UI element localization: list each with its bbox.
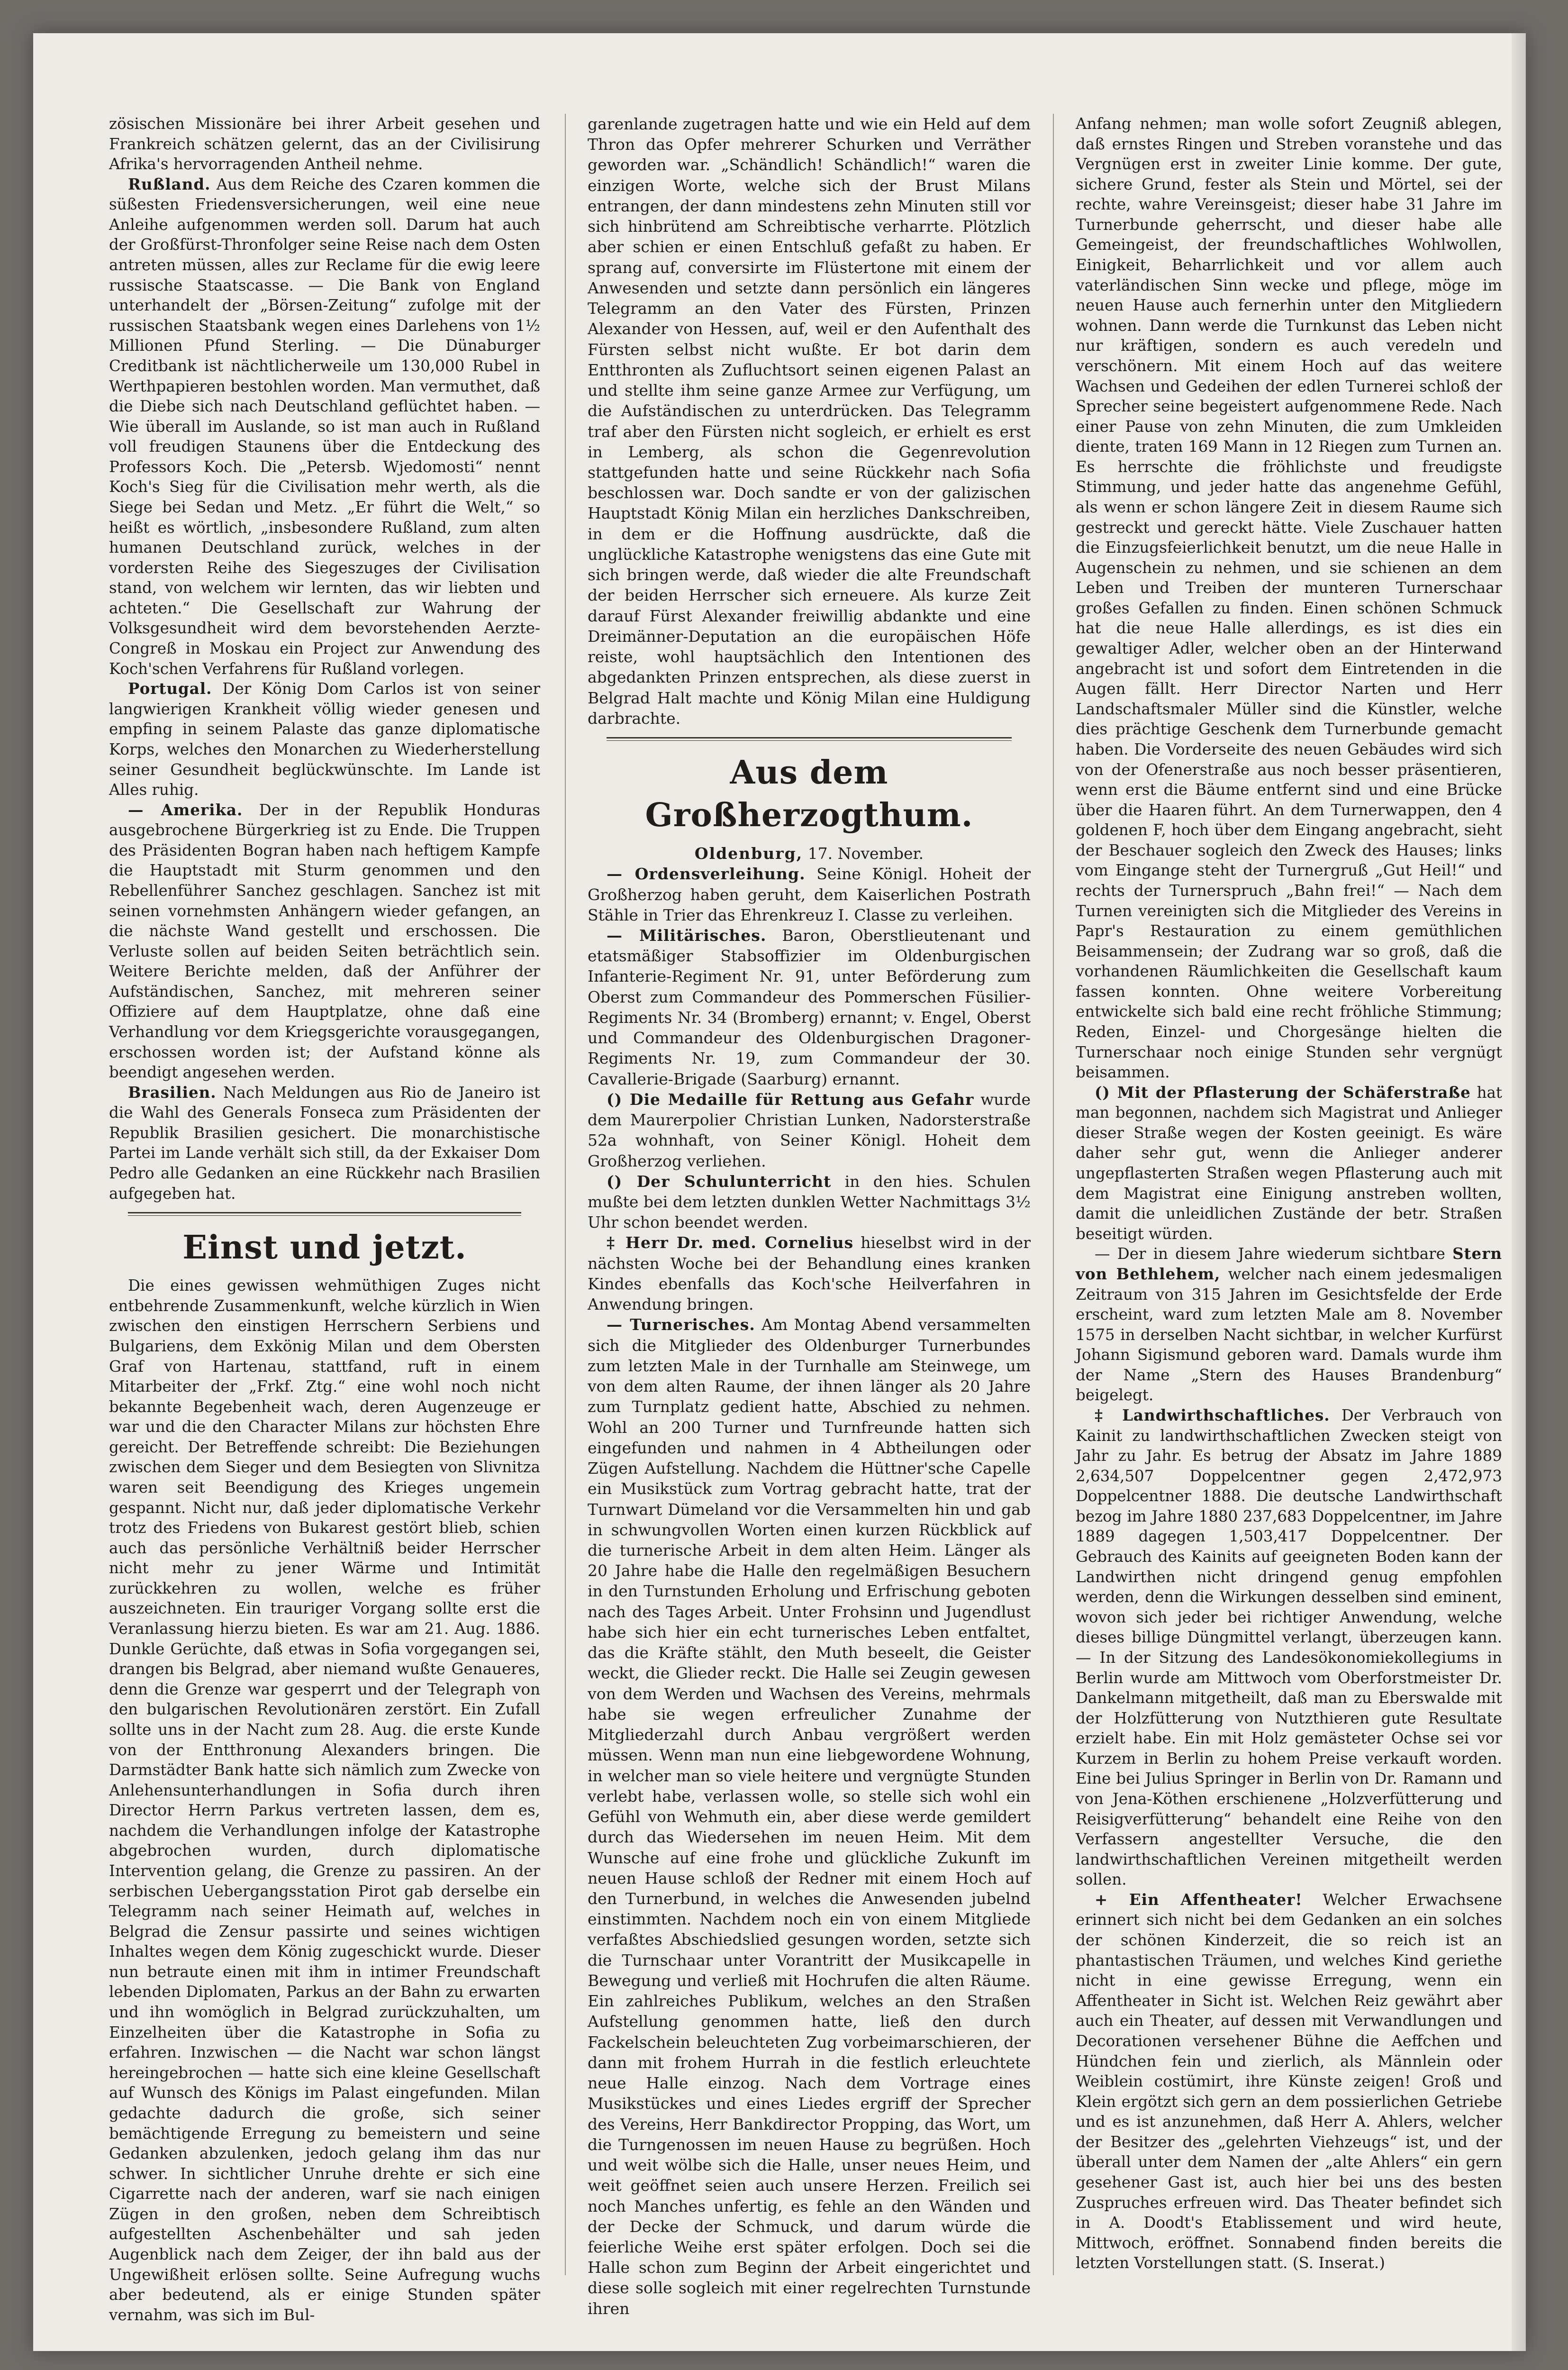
section-heading: Aus dem Großherzogthum. [645, 754, 973, 835]
news-item [1076, 1890, 1502, 2273]
item-text: Der Verbrauch von Kainit zu landwirthschaftlichen Zwecken steigt von Jahr zu Jahr. Es betrug der Absatz im Jahre 1889 2,634,507 Doppelcentner gegen 2,472,973 Doppelcentner 1888. Die deutsche Landwirthschaft bezog im Jahre 1880 237,683 Doppelcentner, im Jahre 1889 dagegen 1,503,417 Doppelcentner. Der Gebrauch des Kainits auf geeigneten Boden kann der Landwirthen nicht dringend genug empfohlen werden, denn die Wirkungen desselben sind eminent, wovon sich jeder bei richtiger Anwendung, welche dieses billige Düngmittel verlangt, überzeugen kann. — In der Sitzung des Landesökonomiekollegiums in Berlin wurde am Mittwoch vom Oberforstmeister Dr. Dankelmann mitgetheilt, daß man zu Eberswalde mit der Holzfütterung von Nutzthieren gute Resultate erzielt habe. Ein mit Holz gemästeter Ochse sei vor Kurzem in Berlin zu hohem Preise verkauft worden. Eine bei Julius Springer in Berlin von Dr. Ramann und von Jena-Köthen erschienene „Holzverfütterung und Reisigverfütterung“ behandelt eine Reihe von den Verfassern angestellter Versuche, die den landwirthschaftlichen Vereinen mitgetheilt werden sollen. [1076, 1406, 1502, 1889]
column-2 [588, 114, 1031, 2319]
item-keyword: Stern von Bethlehem, [1076, 1244, 1502, 1283]
item-text: in den hies. Schulen mußte bei dem letzten dunklen Wetter Nachmittags 3½ Uhr schon beendet werden. [588, 1172, 1031, 1232]
item-keyword: ‡ Landwirthschaftliches. [1095, 1406, 1330, 1424]
item-text: Nach Meldungen aus Rio de Janeiro ist die Wahl des Generals Fonseca zum Präsidenten der Republik Brasilien gesichert. Die monarchistische Partei im Lande verhält sich still, da der Exkaiser Dom Pedro alle Gedanken an eine Rückkehr nach Brasilien aufgegeben hat. [109, 1083, 540, 1203]
item-text: hat man begonnen, nachdem sich Magistrat und Anlieger dieser Straße wegen der Kosten geeinigt. Es wäre daher sehr gut, wenn die Anlieger anderer ungepflasterten Straßen wegen Pflasterung auch mit dem Magistrat eine Einigung anstreben wollten, damit die unleidlichen Zustände der betr. Straßen beseitigt würden. [1076, 1083, 1502, 1243]
item-text: Baron, Oberstlieutenant und etatsmäßiger Stabsoffizier im Oldenburgischen Infanterie-Regiment Nr. 91, unter Beförderung zum Oberst zum Commandeur des Pommerschen Füsilier-Regiments Nr. 34 (Bromberg) ernannt; v. Engel, Oberst und Commandeur des Oldenburgischen Dragoner-Regiments Nr. 19, zum Commandeur der 30. Cavallerie-Brigade (Saarburg) ernannt. [588, 926, 1031, 1088]
item-text: wurde dem Maurerpolier Christian Lunken, Nadorsterstraße 52a wohnhaft, von Seiner Königl. Hoheit dem Großherzog verliehen. [588, 1090, 1031, 1170]
news-item-brazil [109, 1083, 540, 1203]
item-text: hieselbst wird in der nächsten Woche bei der Behandlung eines kranken Kindes ebenfalls das Koch'sche Heilverfahren in Anwendung bringen. [588, 1233, 1031, 1314]
news-item [588, 1232, 1031, 1314]
news-item [1076, 1405, 1502, 1890]
item-text: welcher nach einem jedesmaligen Zeitraum von 315 Jahren im Gesichtsfelde der Erde erscheint, ward zum letzten Male am 8. November 1575 in derselben Nacht sichtbar, in welcher Kurfürst Johann Sigismund geboren ward. Damals wurde ihm der Name „Stern des Hauses Brandenburg“ beigelegt. [1076, 1265, 1502, 1404]
news-item-america [109, 800, 540, 1083]
news-item [588, 1089, 1031, 1171]
page-edge [1512, 33, 1526, 2351]
item-text: Der in der Republik Honduras ausgebrochene Bürgerkrieg ist zu Ende. Die Truppen des Präsidenten Bogran haben nach heftigem Kampfe die Hauptstadt mit Sturm genommen und den Rebellenführer Sanchez geschlagen. Sanchez ist mit seinen vornehmsten Anhängern wieder gefangen, an die nächste Wand gestellt und erschossen. Die Verluste sollen auf beiden Seiten beträchtlich sein. Weitere Berichte melden, daß der Anführer der Aufständischen, Sanchez, mit mehreren seiner Offiziere auf dem Hauptplatze, ohne daß eine Verhandlung vor dem Kriegsgerichte vorausgegangen, erschossen worden ist; der Aufstand könne als beendigt angesehen werden. [109, 801, 540, 1082]
article-continuation: zösischen Missionäre bei ihrer Arbeit gesehen und Frankreich schätzen gelernt, das an der Civilisirung Afrika's hervorragenden Antheil nehme. [109, 115, 540, 173]
dateline-city: Oldenburg, [694, 844, 803, 863]
item-keyword: Brasilien. [128, 1083, 217, 1102]
item-text: Der König Dom Carlos ist von seiner langwierigen Krankheit völlig wieder genesen und empfing in seinem Palaste das ganze diplomatische Korps, welches den Monarchen zu Wiederherstellung seiner Gesundheit beglückwünschte. Im Lande ist Alles ruhig. [109, 680, 540, 799]
news-item [588, 1314, 1031, 2318]
news-item-russia [109, 174, 540, 679]
column-3 [1076, 114, 1502, 2273]
news-item [1076, 1244, 1502, 1405]
item-text: Aus dem Reiche des Czaren kommen die süßesten Friedensversicherungen, weil eine neue Anleihe aufgenommen werden soll. Darum hat auch der Großfürst-Thronfolger seine Reise nach dem Osten antreten müssen, alles zur Reclame für die ewig leere russische Staatscasse. — Die Bank von England unterhandelt der „Börsen-Zeitung“ zufolge mit der russischen Staatsbank wegen eines Darlehens von 1½ Millionen Pfund Sterling. — Die Dünaburger Creditbank ist nächtlicherweile um 130,000 Rubel in Werthpapieren bestohlen worden. Man vermuthet, daß die Diebe sich nach Deutschland geflüchtet haben. — Wie überall im Auslande, so ist man auch in Rußland voll freudigen Staunens über die Entdeckung des Professors Koch. Die „Petersb. Wjedomosti“ nennt Koch's Sieg für die Civilisation mehr werth, als die Siege bei Sedan und Metz. „Er führt die Welt,“ so heißt es wörtlich, „insbesondere Rußland, zum alten humanen Deutschland zurück, welches in der vordersten Reihe des Siegeszuges der Civilisation stand, von welchem wir lernten, das wir liebten und achteten.“ Die Gesellschaft zur Wahrung der Volksgesundheit wird dem bevorstehenden Aerzte-Congreß in Moskau ein Project zur Anwendung des Koch'schen Verfahrens für Rußland vorlegen. [109, 175, 540, 678]
news-item [588, 925, 1031, 1089]
news-item [588, 1171, 1031, 1233]
item-keyword: () Mit der Pflasterung der Schäferstraße [1095, 1083, 1471, 1102]
column-rule [1053, 114, 1054, 2275]
item-keyword: Portugal. [128, 679, 212, 698]
news-item-portugal [109, 679, 540, 800]
item-text: Am Montag Abend versammelten sich die Mitglieder des Oldenburger Turnerbundes zum letzten Male in der Turnhalle am Steinwege, um von dem alten Raume, der ihnen länger als 20 Jahre zum Turnplatz gedient hatte, Abschied zu nehmen. Wohl an 200 Turner und Turnfreunde hatten sich eingefunden und nahmen in 4 Abtheilungen oder Zügen Aufstellung. Nachdem die Hüttner'sche Capelle ein Musikstück zum Vortrag gebracht hatte, trat der Turnwart Dümeland vor die Versammelten hin und gab in schwungvollen Worten einen kurzen Rückblick auf die turnerische Arbeit in dem alten Heim. Länger als 20 Jahre habe die Halle den regelmäßigen Besuchern in den Turnstunden Erholung und Erfrischung geboten nach des Tages Arbeit. Unter Frohsinn und Jugendlust habe sich hier ein echt turnerisches Leben entfaltet, das die Kräfte stählt, den Muth beseelt, die Geister weckt, die Glieder reckt. Die Halle sei Zeugin gewesen von dem Werden und Wachsen des Vereins, mehrmals habe sie wegen erfreulicher Zunahme der Mitgliederzahl durch Anbau vergrößert werden müssen. Wenn man nun eine liebgewordene Wohnung, in welcher man so viele heitere und vergnügte Stunden verlebt habe, verlassen wolle, so stelle sich wohl ein Gefühl von Wehmuth ein, aber diese werde gemildert durch das Wiedersehen im neuen Heim. Mit dem Wunsche auf eine frohe und glückliche Zukunft im neuen Hause schloß der Redner mit einem Hoch auf den Turnerbund, in welches die Anwesenden jubelnd einstimmten. Nachdem noch ein von einem Mitgliede verfaßtes Abschiedslied gesungen worden, setzte sich die Turnschaar unter Vorantritt der Musikcapelle in Bewegung und verließ mit Hochrufen die alten Räume. Ein zahlreiches Publikum, welches an den Straßen Aufstellung genommen hatte, ließ den durch Fackelschein beleuchteten Zug vorbeimarschieren, der dann mit frohem Hurrah in die festlich erleuchtete neue Halle einzog. Nach dem Vortrage eines Musikstückes und eines Liedes ergriff der Sprecher des Vereins, Herr Bankdirector Propping, das Wort, um die Turngenossen im neuen Hause zu begrüßen. Hoch und weit wölbe sich die Halle, unser neues Heim, und weit geöffnet seien auch unsere Herzen. Freilich sei noch Manches unfertig, es fehle an den Wänden und der Decke der Schmuck, und darum würde die feierliche Weihe erst später erfolgen. Doch sei die Halle schon zum Beginn der Arbeit eingerichtet und diese solle sogleich mit einer regelrechten Turnstunde ihren [588, 1315, 1031, 2318]
item-lead: — Der in diesem Jahre wiederum sichtbare [1095, 1245, 1445, 1263]
item-keyword: () Die Medaille für Rettung aus Gefahr [607, 1090, 974, 1109]
article-continuation: garenlande zugetragen hatte und wie ein Held auf dem Thron das Opfer mehrerer Schurken und Verräther geworden war. „Schändlich! Schändlich!“ waren die einzigen Worte, welche sich der Brust Milans entrangen, der dann mindestens zehn Minuten still vor sich hinbrütend am Schreibtische verharrte. Plötzlich aber schien er einen Entschluß gefaßt zu haben. Er sprang auf, conversirte im Flüstertone mit einem der Anwesenden und setzte dann persönlich ein längeres Telegramm an den Vater des Fürsten, Prinzen Alexander von Hessen, auf, weil er den Aufenthalt des Fürsten selbst nicht wußte. Er bot darin dem Entthronten als Zufluchtsort seinen eigenen Palast an und stellte ihm seine ganze Armee zur Verfügung, um die Aufständischen zu unterdrücken. Das Telegramm traf aber den Fürsten nicht sogleich, er erhielt es erst in Lemberg, als schon die Gegenrevolution stattgefunden hatte und seine Rückkehr nach Sofia beschlossen war. Doch sandte er von der galizischen Hauptstadt König Milan ein herzliches Dankschreiben, in dem er die Hoffnung ausdrückte, daß die unglückliche Katastrophe wenigstens das eine Gute mit sich bringen werde, daß wieder die alte Freundschaft der beiden Herrscher sich erneuere. Als kurze Zeit darauf Fürst Alexander freiwillig abdankte und eine Dreimänner-Deputation an die europäischen Höfe reiste, wohl hauptsächlich den Intentionen des abgedankten Prinzen entsprechen, als diese zuerst in Belgrad Halt machte und König Milan eine Huldigung darbrachte. [588, 115, 1031, 728]
item-keyword: — Amerika. [128, 800, 243, 819]
item-keyword: Rußland. [128, 174, 211, 193]
item-keyword: + Ein Affentheater! [1095, 1890, 1303, 1909]
dateline [588, 843, 1031, 864]
section-heading: Einst und jetzt. [182, 1229, 467, 1267]
news-item [1076, 1083, 1502, 1244]
section-divider [607, 737, 1012, 741]
item-text: Seine Königl. Hoheit der Großherzog haben geruht, dem Kaiserlichen Postrath Stähle in Trier das Ehrenkreuz I. Classe zu verleihen. [588, 865, 1031, 924]
article-body: Die eines gewissen wehmüthigen Zuges nicht entbehrende Zusammenkunft, welche kürzlich in Wien zwischen den einstigen Herrschern Serbiens und Bulgariens, dem Exkönig Milan und dem Obersten Graf von Hartenau, stattfand, ruft in einem Mitarbeiter der „Frkf. Ztg.“ eine wohl noch nicht bekannte Begebenheit wach, deren Augenzeuge er war und die den Character Milans zur höchsten Ehre gereicht. Der Betreffende schreibt: Die Beziehungen zwischen dem Sieger und dem Besiegten von Slivnitza waren seit Beendigung des Krieges ungemein gespannt. Nicht nur, daß jeder diplomatische Verkehr trotz des Friedens von Bukarest gestört blieb, schien auch das persönliche Verhältniß beider Herrscher nicht mehr zu jener Wärme und Intimität zurückkehren zu wollen, welche es früher auszeichneten. Ein trauriger Vorgang sollte erst die Veranlassung hierzu bieten. Es war am 21. Aug. 1886. Dunkle Gerüchte, daß etwas in Sofia vorgegangen sei, drangen bis Belgrad, aber niemand wußte Genaueres, denn die Grenze war gesperrt und der Telegraph von den bulgarischen Revolutionären zerstört. Ein Zufall sollte uns in der Nacht zum 28. Aug. die erste Kunde von der Entthronung Alexanders bringen. Die Darmstädter Bank hatte sich nämlich zum Zwecke von Anlehensunterhandlungen in Sofia durch ihren Director Herrn Parkus vertreten lassen, dem es, nachdem die Verhandlungen infolge der Katastrophe abgebrochen wurden, durch diplomatische Intervention gelang, die Grenze zu passiren. An der serbischen Uebergangsstation Pirot gab derselbe ein Telegramm nach seiner Heimath auf, welches in Belgrad die Zensur passirte und seines wichtigen Inhaltes wegen dem König zugeschickt wurde. Dieser nun betraute einen mit ihm in intimer Freundschaft lebenden Diplomaten, Parkus an der Bahn zu erwarten und ihn womöglich in Belgrad zurückzuhalten, um Einzelheiten über die Katastrophe in Sofia zu erfahren. Inzwischen — die Nacht war schon längst hereingebrochen — hatte sich eine kleine Gesellschaft auf Wunsch des Königs im Palast eingefunden. Milan gedachte dadurch die große, sich seiner bemächtigende Erregung zu bemeistern und seine Gedanken abzulenken, jedoch gelang ihm das nur schwer. In sichtlicher Unruhe drehte er sich eine Cigarrette nach der anderen, warf sie nach einigen Zügen in den großen, neben dem Schreibtisch aufgestellten Aschenbehälter und sah jeden Augenblick nach dem Zeiger, der ihn bald aus der Ungewißheit erlösen sollte. Seine Aufregung wuchs aber bedeutend, als er einige Stunden später vernahm, was sich im Bul- [109, 1276, 540, 2324]
article-continuation: Anfang nehmen; man wolle sofort Zeugniß ablegen, daß ernstes Ringen und Streben voranstehe und das Vergnügen erst in zweiter Linie komme. Der gute, sichere Grund, fester als Stein und Mörtel, sei der rechte, wahre Vereinsgeist; dieser habe 31 Jahre im Turnerbunde geherrscht, und dieser habe alle Gemeingeist, der freundschaftliches Wohlwollen, Einigkeit, Beharrlichkeit und vor allem auch vaterländischen Sinn wecke und pflege, möge im neuen Hause auch fernerhin unter den Mitgliedern wohnen. Dann werde die Turnkunst das Leben nicht nur kräftigen, sondern es auch veredeln und verschönern. Mit einem Hoch auf das weitere Wachsen und Gedeihen der edlen Turnerei schloß der Sprecher seine begeistert aufgenommene Rede. Nach einer Pause von zehn Minuten, die zum Umkleiden diente, traten 169 Mann in 12 Riegen zum Turnen an. Es herrschte die fröhlichste und freudigste Stimmung, und jeder hatte das angenehme Gefühl, als wenn er schon längere Zeit in diesem Raume sich gestreckt und gereckt hätte. Viele Zuschauer hatten die Einzugsfeierlichkeit benutzt, um die neue Halle in Augenschein zu nehmen, und sie schienen an dem Leben und Treiben der munteren Turnerschaar großes Gefallen zu finden. Einen schönen Schmuck hat die neue Halle allerdings, es ist dies ein gewaltiger Adler, welcher oben an der Hinterwand angebracht ist und sofort dem Eintretenden in die Augen fällt. Herr Director Narten und Herr Landschaftsmaler Müller sind die Künstler, welche dies prächtige Geschenk dem Turnerbunde gemacht haben. Die Vorderseite des neuen Gebäudes wird sich von der Ofenerstraße aus noch besser präsentieren, wenn erst die Bäume entfernt sind und eine Brücke über die Haaren führt. An dem Turnerwappen, den 4 goldenen F, hoch über dem Eingang angebracht, sieht der Beschauer sogleich den Zweck des Hauses; links vom Eingange steht der Turnergruß „Gut Heil!“ und rechts der Turnerspruch „Bahn frei!“ — Nach dem Turnen vereinigten sich die Mitglieder des Vereins in Papr's Restauration zu einem gemüthlichen Beisammensein; der Zudrang war so groß, daß die vorhandenen Räumlichkeiten die Gesellschaft kaum fassen konnten. Ohne weitere Vorbereitung entwickelte sich bald eine recht fröhliche Stimmung; Reden, Einzel- und Chorgesänge hielten die Turnerschaar noch einige Stunden sehr vergnügt beisammen. [1076, 115, 1502, 1082]
item-keyword: — Turnerisches. [607, 1315, 755, 1334]
news-item [588, 864, 1031, 925]
newspaper-page [33, 33, 1526, 2351]
column-1 [109, 114, 540, 2325]
item-keyword: () Der Schulunterricht [607, 1172, 832, 1191]
dateline-date: 17. November. [807, 844, 924, 863]
item-keyword: — Militärisches. [607, 926, 767, 945]
item-text: Welcher Erwachsene erinnert sich nicht bei dem Gedanken an ein solches der schönen Kinderzeit, die so reich ist an phantastischen Träumen, und welches Kind geriethe nicht in eine gewisse Erregung, wenn ein Affentheater in Sicht ist. Welchen Reiz gewährt aber auch ein Theater, auf dessen mit Verwandlungen und Decorationen versehener Bühne die Aeffchen und Hündchen fein und zierlich, als Männlein oder Weiblein costümirt, ihre Künste zeigen! Groß und Klein ergötzt sich gern an dem possierlichen Getriebe und es ist anzunehmen, daß Herr A. Ahlers, welcher der Besitzer des „gelehrten Viehzeugs“ ist, und der überall unter dem Namen der „alte Ahlers“ ein gern gesehener Gast ist, auch hier bei uns des besten Zuspruches erfreuen wird. Das Theater befindet sich in A. Doodt's Etablissement und wird heute, Mittwoch, eröffnet. Sonnabend finden bereits die letzten Vorstellungen statt. (S. Inserat.) [1076, 1890, 1503, 2272]
section-divider [128, 1212, 521, 1216]
column-rule [565, 114, 566, 2275]
item-keyword: ‡ Herr Dr. med. Cornelius [607, 1233, 854, 1252]
item-keyword: — Ordensverleihung. [607, 865, 806, 884]
